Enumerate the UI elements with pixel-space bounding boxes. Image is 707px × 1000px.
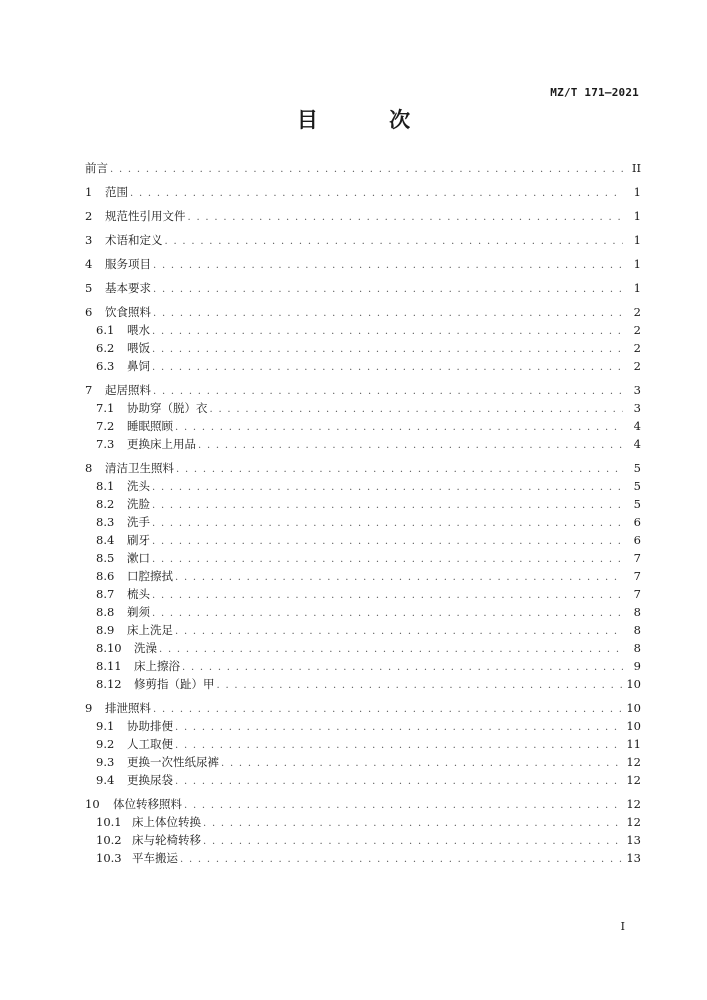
toc-title: 更换一次性纸尿裤 bbox=[127, 755, 219, 769]
dot-leader bbox=[152, 587, 623, 605]
toc-page-number: 13 bbox=[626, 833, 641, 847]
toc-title: 睡眠照顾 bbox=[127, 419, 173, 433]
toc-number: 8.2 bbox=[96, 497, 115, 511]
toc-number: 7.2 bbox=[96, 419, 115, 433]
dot-leader bbox=[152, 515, 623, 533]
dot-leader bbox=[153, 305, 623, 323]
toc-title: 更换尿袋 bbox=[127, 773, 173, 787]
toc-number: 6 bbox=[85, 305, 93, 319]
toc-section[interactable] bbox=[85, 771, 641, 789]
dot-leader bbox=[152, 341, 623, 359]
toc-number: 6.2 bbox=[96, 341, 115, 355]
toc-section[interactable] bbox=[85, 477, 641, 495]
toc-title: 平车搬运 bbox=[132, 851, 178, 865]
toc-title: 服务项目 bbox=[105, 257, 151, 271]
toc-page-number: 2 bbox=[633, 341, 641, 355]
toc-page-number: 6 bbox=[633, 515, 641, 529]
toc-section[interactable] bbox=[85, 849, 641, 867]
toc-title: 规范性引用文件 bbox=[105, 209, 186, 223]
toc-chapter[interactable] bbox=[85, 183, 641, 201]
toc-section[interactable] bbox=[85, 639, 641, 657]
dot-leader bbox=[153, 701, 622, 719]
toc-title: 协助排便 bbox=[127, 719, 173, 733]
dot-leader bbox=[221, 755, 622, 773]
toc-page-number: 2 bbox=[633, 359, 641, 373]
toc-number: 10.1 bbox=[96, 815, 122, 829]
toc-page-number: 8 bbox=[633, 605, 641, 619]
dot-leader bbox=[175, 719, 622, 737]
toc-page-number: 1 bbox=[633, 209, 641, 223]
toc-chapter[interactable] bbox=[85, 231, 641, 249]
toc-title: 起居照料 bbox=[105, 383, 151, 397]
toc-title: 饮食照料 bbox=[105, 305, 151, 319]
dot-leader bbox=[175, 569, 623, 587]
toc-chapter[interactable] bbox=[85, 303, 641, 321]
toc-page-number: 3 bbox=[633, 383, 641, 397]
dot-leader bbox=[152, 533, 623, 551]
dot-leader bbox=[182, 659, 623, 677]
toc-page-number: 12 bbox=[626, 815, 641, 829]
toc-title: 清洁卫生照料 bbox=[105, 461, 174, 475]
dot-leader bbox=[159, 641, 623, 659]
toc-title: 协助穿（脱）衣 bbox=[127, 401, 208, 415]
toc-chapter[interactable] bbox=[85, 207, 641, 225]
toc-page-number: 4 bbox=[633, 437, 641, 451]
dot-leader bbox=[198, 437, 623, 455]
toc-page-number: 7 bbox=[633, 569, 641, 583]
toc-section[interactable] bbox=[85, 603, 641, 621]
toc-page-number: 3 bbox=[633, 401, 641, 415]
toc-title: 床上洗足 bbox=[127, 623, 173, 637]
toc-number: 8.4 bbox=[96, 533, 115, 547]
dot-leader bbox=[210, 401, 624, 419]
toc-section[interactable] bbox=[85, 357, 641, 375]
toc-section[interactable] bbox=[85, 321, 641, 339]
toc-number: 3 bbox=[85, 233, 93, 247]
toc-number: 7 bbox=[85, 383, 93, 397]
toc-title: 刷牙 bbox=[127, 533, 150, 547]
toc-page-number: 2 bbox=[633, 305, 641, 319]
toc-number: 8.5 bbox=[96, 551, 115, 565]
toc-section[interactable] bbox=[85, 495, 641, 513]
toc-section[interactable] bbox=[85, 531, 641, 549]
toc-title: 修剪指（趾）甲 bbox=[134, 677, 215, 691]
toc-page-number: 1 bbox=[633, 257, 641, 271]
dot-leader bbox=[188, 209, 624, 227]
toc-chapter[interactable] bbox=[85, 381, 641, 399]
toc-section[interactable] bbox=[85, 735, 641, 753]
dot-leader bbox=[130, 185, 623, 203]
dot-leader bbox=[176, 461, 623, 479]
toc-number: 9.2 bbox=[96, 737, 115, 751]
toc-title: 床与轮椅转移 bbox=[132, 833, 201, 847]
toc-section[interactable] bbox=[85, 831, 641, 849]
toc-title: 基本要求 bbox=[105, 281, 151, 295]
toc-number: 2 bbox=[85, 209, 93, 223]
toc-page-number: 10 bbox=[626, 701, 641, 715]
toc-section[interactable] bbox=[85, 417, 641, 435]
dot-leader bbox=[152, 497, 623, 515]
toc-title: 床上擦浴 bbox=[134, 659, 180, 673]
toc-title: 喂饭 bbox=[127, 341, 150, 355]
toc-title: 床上体位转换 bbox=[132, 815, 201, 829]
dot-leader bbox=[203, 833, 622, 851]
toc-chapter[interactable] bbox=[85, 795, 641, 813]
dot-leader bbox=[152, 323, 623, 341]
dot-leader bbox=[152, 479, 623, 497]
toc-page-number: 8 bbox=[633, 641, 641, 655]
toc-title: 术语和定义 bbox=[105, 233, 163, 247]
dot-leader bbox=[175, 737, 622, 755]
dot-leader bbox=[110, 161, 623, 179]
toc-number: 7.3 bbox=[96, 437, 115, 451]
toc-page-number: 8 bbox=[633, 623, 641, 637]
dot-leader bbox=[175, 623, 623, 641]
toc-number: 9.3 bbox=[96, 755, 115, 769]
dot-leader bbox=[203, 815, 622, 833]
toc-number: 8.11 bbox=[96, 659, 122, 673]
toc-title: 口腔擦拭 bbox=[127, 569, 173, 583]
toc-section[interactable] bbox=[85, 513, 641, 531]
toc-section[interactable] bbox=[85, 585, 641, 603]
toc-title: 前言 bbox=[85, 161, 108, 175]
toc-section[interactable] bbox=[85, 753, 641, 771]
toc-title: 漱口 bbox=[127, 551, 150, 565]
toc-number: 8.10 bbox=[96, 641, 122, 655]
dot-leader bbox=[153, 257, 623, 275]
toc-number: 1 bbox=[85, 185, 93, 199]
dot-leader bbox=[153, 383, 623, 401]
toc-chapter[interactable] bbox=[85, 279, 641, 297]
toc-page-number: 10 bbox=[626, 719, 641, 733]
toc-number: 8 bbox=[85, 461, 93, 475]
toc-page-number: 1 bbox=[633, 185, 641, 199]
toc-number: 9.1 bbox=[96, 719, 115, 733]
standard-code: MZ/T 171—2021 bbox=[550, 86, 639, 99]
toc-page-number: 6 bbox=[633, 533, 641, 547]
page-title: 目 次 bbox=[296, 108, 443, 132]
toc-number: 7.1 bbox=[96, 401, 115, 415]
page-number: I bbox=[620, 920, 625, 933]
dot-leader bbox=[152, 605, 623, 623]
toc-page-number: II bbox=[631, 161, 641, 175]
toc-number: 8.12 bbox=[96, 677, 122, 691]
toc-section[interactable] bbox=[85, 435, 641, 453]
toc-number: 10.2 bbox=[96, 833, 122, 847]
toc-title: 梳头 bbox=[127, 587, 150, 601]
toc-title: 更换床上用品 bbox=[127, 437, 196, 451]
toc-number: 8.6 bbox=[96, 569, 115, 583]
toc-section[interactable] bbox=[85, 549, 641, 567]
dot-leader bbox=[152, 359, 623, 377]
toc-section[interactable] bbox=[85, 717, 641, 735]
dot-leader bbox=[153, 281, 623, 299]
table-of-contents bbox=[85, 159, 641, 867]
dot-leader bbox=[175, 419, 623, 437]
toc-title: 体位转移照料 bbox=[113, 797, 182, 811]
toc-number: 8.1 bbox=[96, 479, 115, 493]
toc-page-number: 9 bbox=[633, 659, 641, 673]
toc-page-number: 7 bbox=[633, 551, 641, 565]
toc-chapter[interactable] bbox=[85, 699, 641, 717]
dot-leader bbox=[165, 233, 624, 251]
toc-title: 洗头 bbox=[127, 479, 150, 493]
dot-leader bbox=[152, 551, 623, 569]
toc-number: 5 bbox=[85, 281, 93, 295]
toc-page-number: 13 bbox=[626, 851, 641, 865]
toc-number: 8.7 bbox=[96, 587, 115, 601]
toc-page-number: 5 bbox=[633, 461, 641, 475]
toc-number: 10.3 bbox=[96, 851, 122, 865]
toc-title: 排泄照料 bbox=[105, 701, 151, 715]
dot-leader bbox=[184, 797, 622, 815]
toc-title: 人工取便 bbox=[127, 737, 173, 751]
toc-page-number: 1 bbox=[633, 233, 641, 247]
toc-page-number: 7 bbox=[633, 587, 641, 601]
toc-number: 10 bbox=[85, 797, 100, 811]
toc-page-number: 10 bbox=[626, 677, 641, 691]
toc-page-number: 12 bbox=[626, 797, 641, 811]
toc-page-number: 1 bbox=[633, 281, 641, 295]
toc-number: 6.3 bbox=[96, 359, 115, 373]
dot-leader bbox=[175, 773, 622, 791]
toc-page-number: 4 bbox=[633, 419, 641, 433]
toc-title: 范围 bbox=[105, 185, 128, 199]
dot-leader bbox=[180, 851, 622, 869]
toc-title: 鼻饲 bbox=[127, 359, 150, 373]
toc-page-number: 12 bbox=[626, 755, 641, 769]
toc-section[interactable] bbox=[85, 621, 641, 639]
toc-section[interactable] bbox=[85, 339, 641, 357]
toc-number: 8.9 bbox=[96, 623, 115, 637]
toc-page-number: 12 bbox=[626, 773, 641, 787]
toc-title: 洗澡 bbox=[134, 641, 157, 655]
toc-page-number: 5 bbox=[633, 497, 641, 511]
toc-chapter[interactable] bbox=[85, 459, 641, 477]
toc-section[interactable] bbox=[85, 567, 641, 585]
toc-page-number: 5 bbox=[633, 479, 641, 493]
toc-number: 4 bbox=[85, 257, 93, 271]
toc-page-number: 11 bbox=[626, 737, 641, 751]
toc-number: 8.8 bbox=[96, 605, 115, 619]
dot-leader bbox=[217, 677, 623, 695]
toc-title: 洗脸 bbox=[127, 497, 150, 511]
toc-number: 6.1 bbox=[96, 323, 115, 337]
toc-section[interactable] bbox=[85, 399, 641, 417]
toc-number: 9 bbox=[85, 701, 93, 715]
toc-number: 9.4 bbox=[96, 773, 115, 787]
toc-chapter[interactable] bbox=[85, 159, 641, 177]
toc-title: 喂水 bbox=[127, 323, 150, 337]
toc-title: 洗手 bbox=[127, 515, 150, 529]
toc-number: 8.3 bbox=[96, 515, 115, 529]
toc-section[interactable] bbox=[85, 675, 641, 693]
toc-section[interactable] bbox=[85, 657, 641, 675]
toc-page-number: 2 bbox=[633, 323, 641, 337]
toc-chapter[interactable] bbox=[85, 255, 641, 273]
toc-title: 剃须 bbox=[127, 605, 150, 619]
toc-section[interactable] bbox=[85, 813, 641, 831]
